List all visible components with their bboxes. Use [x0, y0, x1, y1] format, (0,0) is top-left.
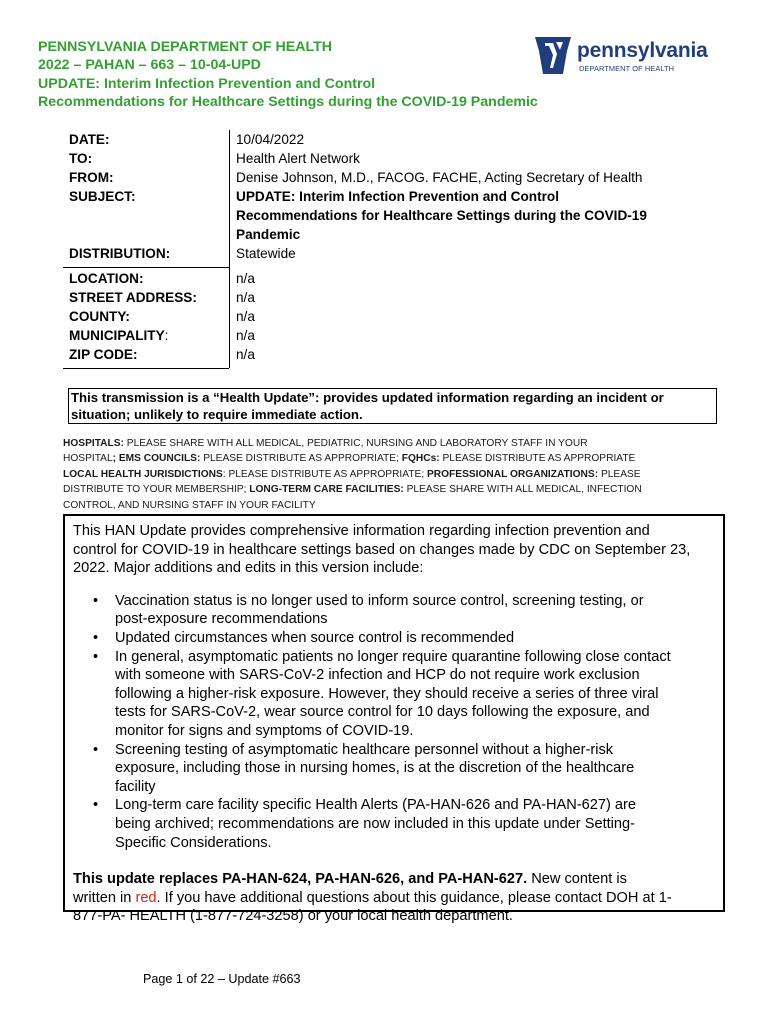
han-intro-line: This HAN Update provides comprehensive information regarding infection prevention and: [73, 523, 650, 539]
transmission-line: This transmission is a “Health Update”: provides updated information regarding an incident or: [71, 390, 664, 405]
audience-text: PLEASE DISTRIBUTE AS APPROPRIATE: [439, 453, 636, 465]
logo-department: DEPARTMENT OF HEALTH: [579, 64, 675, 73]
han-change-line: Screening testing of asymptomatic healthcare personnel without a higher-risk: [115, 741, 614, 758]
han-closing: [73, 870, 715, 926]
memo-subject-line: UPDATE: Interim Infection Prevention and Control: [236, 189, 559, 204]
memo-label: STREET ADDRESS:: [69, 290, 197, 305]
audience-line: [63, 467, 723, 482]
memo-row-subject: [63, 187, 703, 244]
audience-text: DISTRIBUTE TO YOUR MEMBERSHIP;: [63, 484, 250, 496]
han-change-item: [93, 629, 715, 648]
memo-value: n/a: [236, 309, 255, 324]
memo-row-location: [63, 269, 703, 288]
memo-divider-middle: [63, 267, 229, 268]
audience-line: [63, 436, 723, 451]
header-alert-id: 2022 – PAHAN – 663 – 10-04-UPD: [38, 57, 261, 74]
audience-label: PROFESSIONAL ORGANIZATIONS:: [426, 468, 599, 480]
audience-text: HOSPITAL: [63, 453, 113, 465]
han-change-line: being archived; recommendations are now included in this update under Setting-: [115, 815, 636, 832]
han-change-line: post-exposure recommendations: [115, 611, 328, 628]
document-header: [38, 38, 538, 111]
audience-line: [63, 451, 723, 466]
memo-value: n/a: [236, 347, 255, 362]
han-changes-list: [73, 592, 715, 852]
memo-row-zip: [63, 345, 703, 364]
han-change-line: Vaccination status is no longer used to inform source control, screening testing, or: [115, 592, 644, 609]
memo-subject-line: Recommendations for Healthcare Settings during the COVID-19: [236, 208, 647, 223]
audience-text: PLEASE SHARE WITH ALL MEDICAL, INFECTION: [403, 484, 642, 496]
memo-value: n/a: [236, 290, 255, 305]
memo-row-from: [63, 168, 703, 187]
han-red-word: red: [135, 889, 157, 906]
han-change-line: tests for SARS-CoV-2, wear source control for 10 days following the exposure, and: [115, 704, 650, 721]
han-closing-line: [73, 889, 715, 908]
bullet-icon: •: [93, 741, 99, 758]
han-change-line: exposure, including those in nursing homes, is at the discretion of the healthcare: [115, 760, 635, 777]
audience-text: PLEASE: [598, 468, 641, 480]
transmission-notice-box: [68, 388, 717, 424]
han-intro-line: control for COVID-19 in healthcare settings based on changes made by CDC on September 23,: [73, 541, 691, 558]
audience-label: LONG-TERM CARE FACILITIES:: [249, 484, 404, 496]
memo-value: 10/04/2022: [236, 132, 305, 147]
pa-health-logo: [533, 34, 708, 76]
memo-subject-value: [236, 187, 703, 244]
memo-row-distribution: [63, 244, 703, 263]
memo-label: DISTRIBUTION:: [69, 246, 171, 261]
keystone-icon: [533, 34, 573, 76]
han-contact-text: . If you have additional questions about this guidance, please contact DOH at 1-: [156, 889, 672, 906]
header-agency: PENNSYLVANIA DEPARTMENT OF HEALTH: [38, 39, 332, 55]
memo-subject-line: Pandemic: [236, 227, 301, 242]
audience-label: HOSPITALS:: [63, 438, 124, 449]
audience-line: [63, 482, 723, 497]
audience-text: : PLEASE DISTRIBUTE AS APPROPRIATE;: [222, 468, 427, 480]
han-change-line: Updated circumstances when source control is recommended: [115, 629, 515, 646]
memo-label: SUBJECT:: [69, 189, 136, 204]
memo-label-colon: :: [164, 328, 169, 343]
memo-value: Health Alert Network: [236, 151, 360, 166]
han-change-line: In general, asymptomatic patients no longer require quarantine following close contact: [115, 648, 671, 665]
han-change-line: Specific Considerations.: [115, 834, 272, 851]
logo-wordmark: pennsylvania: [577, 39, 708, 62]
audience-label: LOCAL HEALTH JURISDICTIONS: [63, 468, 223, 480]
han-intro: [73, 522, 715, 578]
memo-value: Statewide: [236, 246, 296, 261]
memo-row-county: [63, 307, 703, 326]
bullet-icon: •: [93, 592, 99, 609]
memo-row-street: [63, 288, 703, 307]
audience-line: CONTROL, AND NURSING STAFF IN YOUR FACILITY: [63, 499, 316, 511]
han-closing-line: 877-PA- HEALTH (1-877-724-3258) or your local health department.: [73, 908, 513, 925]
memo-divider-bottom: [63, 368, 229, 369]
han-update-summary-box: [63, 514, 725, 925]
memo-label: [69, 326, 168, 345]
han-change-line: with someone with SARS-CoV-2 infection and HCP do not require work exclusion: [115, 667, 640, 684]
header-update-title-line2: Recommendations for Healthcare Settings during the COVID-19 Pandemic: [38, 93, 538, 110]
memo-value: n/a: [236, 328, 255, 343]
memo-row-municipality: [63, 326, 703, 345]
transmission-line: situation; unlikely to require immediate action.: [71, 406, 363, 422]
han-replaces: This update replaces PA-HAN-624, PA-HAN-626, and PA-HAN-627.: [73, 871, 528, 888]
han-intro-line: 2022. Major additions and edits in this version include:: [73, 560, 424, 577]
bullet-icon: •: [93, 648, 99, 665]
han-change-line: facility: [115, 778, 156, 795]
memo-label: DATE:: [69, 132, 110, 147]
memo-label: LOCATION:: [69, 271, 144, 286]
audience-label: FQHCs:: [401, 453, 440, 465]
han-change-line: following a higher-risk exposure. However, they should receive a series of three viral: [115, 685, 659, 702]
han-change-item: [93, 796, 715, 852]
audience-text: PLEASE DISTRIBUTE AS APPROPRIATE;: [200, 453, 402, 465]
audience-text: PLEASE SHARE WITH ALL MEDICAL, PEDIATRIC, NURSING AND LABORATORY STAFF IN YOUR: [123, 438, 588, 449]
memo-header-table: [63, 130, 703, 364]
memo-label: TO:: [69, 151, 93, 166]
han-closing-line: [73, 870, 715, 889]
han-change-item: [93, 648, 715, 741]
memo-label: ZIP CODE:: [69, 347, 138, 362]
header-update-title-line1: UPDATE: Interim Infection Prevention and Control: [38, 75, 376, 92]
memo-label: FROM:: [69, 170, 114, 185]
han-change-item: [93, 741, 715, 797]
han-new-content: New content is: [527, 871, 627, 888]
page-footer: Page 1 of 22 – Update #663: [143, 972, 301, 986]
memo-label: COUNTY:: [69, 309, 130, 324]
memo-row-date: [63, 130, 703, 149]
han-written-in: written in: [73, 889, 136, 906]
han-change-line: monitor for signs and symptoms of COVID-19.: [115, 722, 414, 739]
han-change-line: Long-term care facility specific Health Alerts (PA-HAN-626 and PA-HAN-627) are: [115, 797, 636, 814]
audience-label: ; EMS COUNCILS:: [112, 453, 201, 465]
memo-value: n/a: [236, 271, 255, 286]
memo-label-text: MUNICIPALITY: [69, 328, 165, 343]
memo-row-to: [63, 149, 703, 168]
memo-value: Denise Johnson, M.D., FACOG. FACHE, Acting Secretary of Health: [236, 170, 643, 185]
bullet-icon: •: [93, 797, 99, 814]
bullet-icon: •: [93, 629, 99, 646]
han-change-item: [93, 592, 715, 629]
audience-instructions: [63, 436, 723, 513]
